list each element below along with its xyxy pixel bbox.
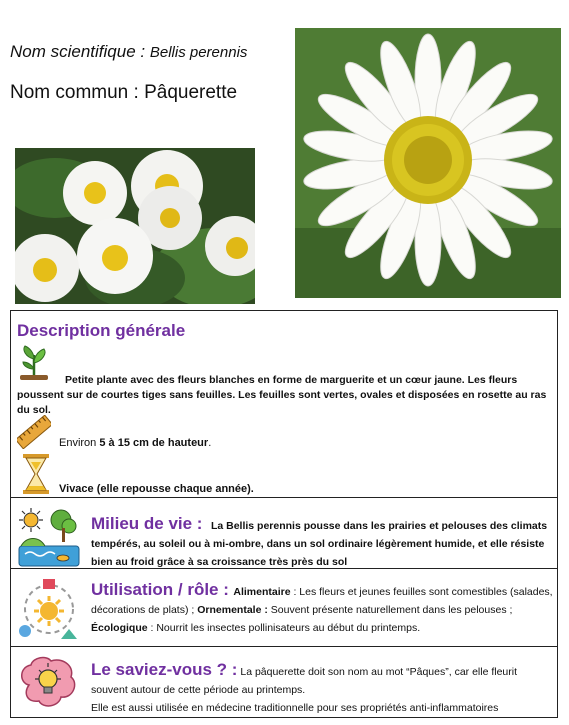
usage-text-block	[91, 581, 553, 636]
fact-panel	[10, 646, 558, 718]
fact-text-block	[91, 661, 553, 716]
daisy-closeup-illustration	[295, 28, 561, 298]
usage-panel	[10, 568, 558, 647]
daisy-4	[77, 218, 153, 294]
usage-eco-label: Écologique	[91, 622, 148, 634]
scientific-label: Nom scientifique :	[10, 42, 146, 61]
usage-orn-text: Souvent présente naturellement dans les pelouses ;	[267, 604, 513, 616]
daisy-field-illustration	[15, 148, 255, 304]
cycle-icon	[17, 577, 81, 646]
habitat-panel	[10, 497, 558, 569]
daisy-1	[63, 161, 127, 225]
habitat-icon	[17, 506, 81, 573]
hourglass-icon	[21, 453, 51, 500]
common-name: Pâquerette	[144, 82, 238, 103]
fact-text-1: La pâquerette doit son nom au mot “Pâques”, car elle fleurit souvent autour de cette période au printemps.	[91, 666, 518, 696]
description-text: Petite plante avec des fleurs blanches en forme de marguerite et un cœur jaune. Les fleurs poussent sur de courtes tiges sans feuilles. Les feuilles sont vertes, ovales et disposées en rosette au ras du sol.	[17, 374, 547, 416]
habitat-text: La Bellis perennis pousse dans les prairies et pelouses des climats tempérés, au soleil ou à mi-ombre, dans un sol ordinaire légèrement humide, et elle résiste bien au froid grâce à sa croissance très près du sol	[91, 520, 548, 568]
habitat-title: Milieu de vie :	[91, 514, 203, 533]
life-cycle-text: Vivace (elle repousse chaque année).	[59, 483, 254, 495]
scientific-name: Bellis perennis	[149, 44, 248, 61]
common-label: Nom commun :	[10, 82, 139, 103]
usage-title: Utilisation / rôle :	[91, 580, 229, 599]
daisy-field-photo	[15, 148, 255, 304]
usage-orn-label: Ornementale :	[197, 604, 268, 616]
usage-alim-text: : Les fleurs et jeunes feuilles sont comestibles (salades, décorations de plats) ;	[91, 586, 553, 616]
fact-title: Le saviez-vous ? :	[91, 660, 238, 679]
brain-bulb-icon	[17, 655, 79, 718]
ruler-icon	[17, 415, 51, 454]
common-name-line	[10, 82, 237, 104]
usage-alim-label: Alimentaire	[233, 586, 291, 598]
description-panel	[10, 310, 558, 498]
height-value: 5 à 15 cm de hauteur	[99, 437, 209, 449]
description-title: Description générale	[17, 321, 186, 340]
usage-eco-text: : Nourrit les insectes pollinisateurs au début du printemps.	[147, 622, 421, 634]
height-line	[59, 437, 211, 449]
fact-text-2: Elle est aussi utilisée en médecine traditionnelle pour ses propriétés anti-inflammatoires	[91, 702, 499, 714]
height-suffix: .	[208, 437, 212, 449]
scientific-name-line	[10, 42, 247, 62]
daisy-closeup-photo	[295, 28, 561, 298]
height-prefix: Environ	[59, 437, 100, 449]
habitat-text-block	[91, 514, 553, 570]
